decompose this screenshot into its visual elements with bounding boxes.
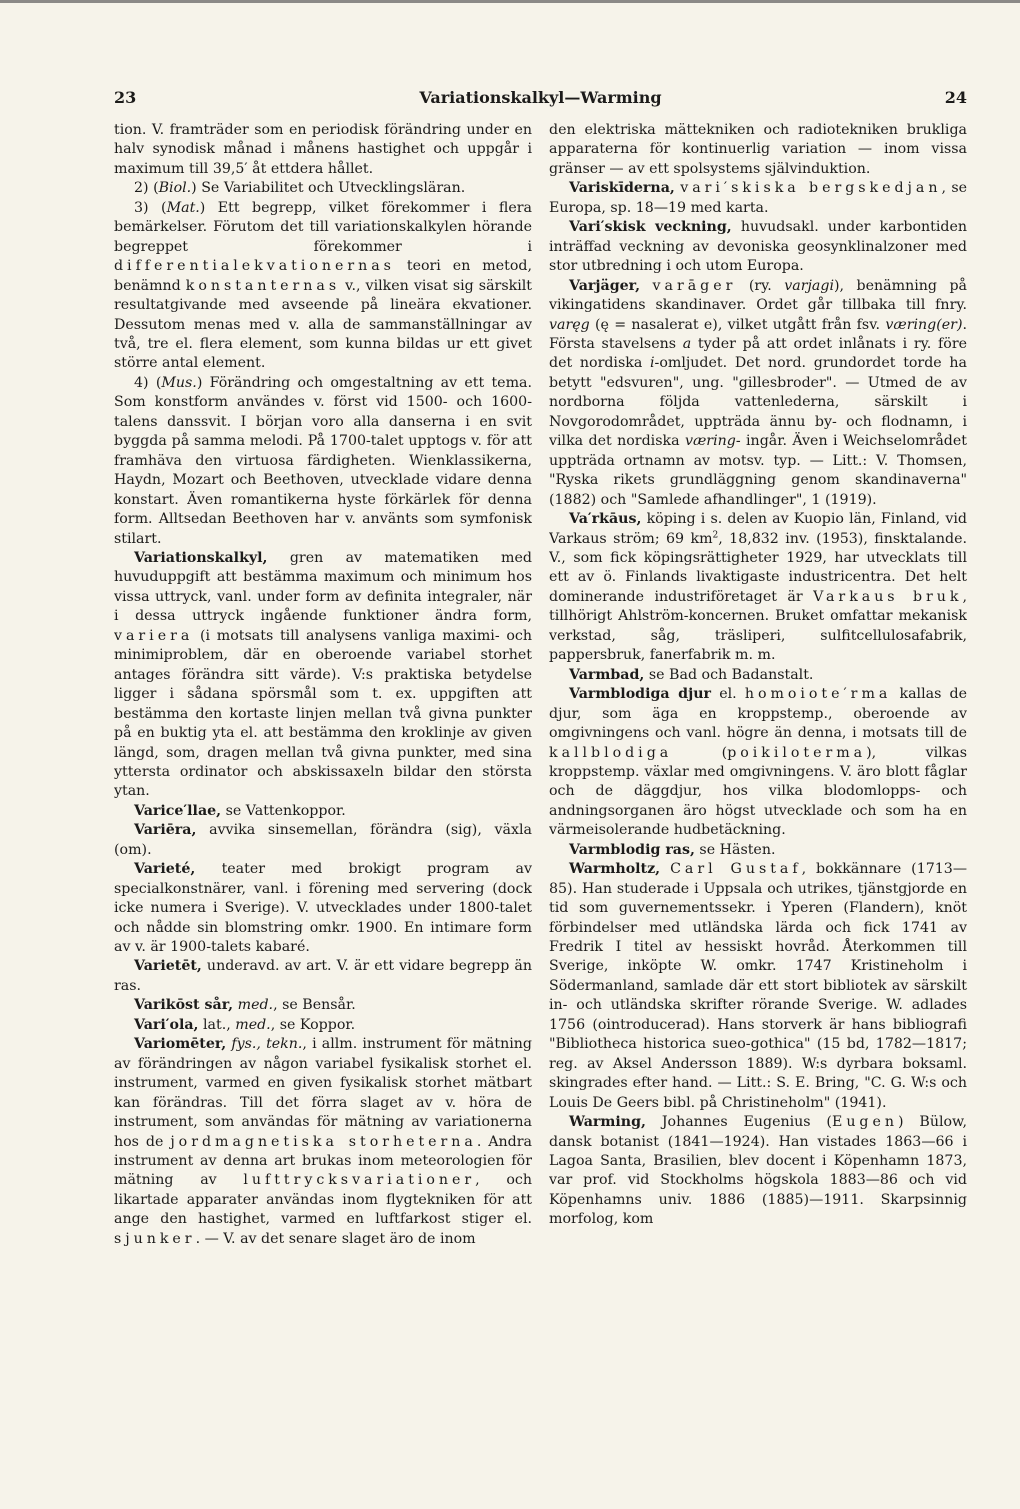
headword: Varjäger,: [569, 277, 641, 294]
entry-warmholtz: Warmholtz, Carl Gustaf, bokkännare (1713—85). Han studerade i Uppsala och utrikes, tjänstgjorde en tid som guvernementssekr. i Yperen (Flandern), knöt förbindelser med utländska lärda och fick 1741 av Fredrik I titel av hessiskt hovråd. Återkommen till Sverige, inköpte W. omkr. 1747 Kristineholm i Södermanland, samlade där ett stort bibliotek av särskilt in- och utländska skrifter rörande Sverige. W. adlades 1756 (ointroducerad). Hans storverk är hans bibliografi "Bibliotheca historica sueo-gothica" (15 bd, 1782—1817; reg. av Aksel Andersson 1889). W:s dyrbara boksaml. skingrades efter hand. — Litt.: S. E. Bring, "C. G. W:s och Louis De Geers bibl. på Christineholm" (1941).: [549, 861, 967, 1111]
entry-variskisk-veckning: Vari′skisk veckning, huvudsakl. under karbontiden inträffad veckning av devoniska geosynklinalzoner med stor utbredning i och utom Europa.: [549, 219, 967, 275]
entry-mat: 3) (Mat.) Ett begrepp, vilket förekommer i flera bemärkelser. Förutom det till variationskalkylen hörande begreppet förekommer i differentialekvationernas teori en metod, benämnd konstanternas v., vilken visat sig särskilt resultatgivande med avseende på lineära ekvationer. Dessutom menas med v. alla de sammanställningar av två, tre el. flera element, som kunna bildas ur ett givet större antal element.: [114, 199, 532, 372]
headword: Varietēt,: [134, 958, 202, 975]
headword: Varmbad,: [569, 666, 645, 683]
headword: Warmholtz,: [569, 861, 661, 878]
entry-varkaus: Va′rkāus, köping i s. delen av Kuopio län, Finland, vid Varkaus ström; 69 $km^2$, 18,832 inv. (1953), finsktalande. V., som fick köpingsrättigheter 1929, har utvecklats till ett av ö. Finlands livaktigaste industricentra. Det helt dominerande industriföretaget är Varkaus bruk, tillhörigt Ahlström-koncernen. Bruket omfattar mekanisk verkstad, såg, träsliperi, sulfitcellulosafabrik, pappersbruk, fanerfabrik m. m.: [549, 511, 967, 664]
headword: Va′rkāus,: [569, 511, 642, 528]
entry-varmblodiga-djur: Varmblodiga djur el. homoiote′rma kallas de djur, som äga en kroppstemp., oberoende av omgivningens och vanl. högre än denna, i motsats till de kallblodiga (poikiloterma), vilkas kroppstemp. växlar med omgivningens. V. äro blott fåglar och de däggdjur, hos vilka blodomlopps- och andningsorganen äro högst utvecklade och som ha en värmeisolerande hudbetäckning.: [549, 686, 967, 839]
entry-varikost-sar: Varikōst sår, med., se Bensår.: [134, 997, 356, 1014]
headword: Variomēter,: [134, 1036, 227, 1053]
headword: Variskīderna,: [569, 180, 675, 197]
headword: Varmblodiga djur: [569, 686, 712, 703]
headword: Varmblodig ras,: [569, 841, 695, 858]
entry-mus: 4) (Mus.) Förändring och omgestaltning av ett tema. Som konstform användes v. först vid 1500- och 1600-talens danssvit. I början voro alla danserna i en svit byggda på samma melodi. På 1700-talet upptogs v. för att framhäva den virtuosa färdigheten. Wienklassikerna, Haydn, Mozart och Beethoven, utvecklade vidare denna konstart. Även romantikerna hyste förkärlek för denna form. Alltsedan Beethoven har v. använts som symfonisk stilart.: [114, 374, 532, 547]
page-header: [114, 88, 967, 112]
entry-variationskalkyl: Variationskalkyl, gren av matematiken med huvuduppgift att bestämma maximum och minimum hos vissa uttryck, vanl. under form av definita integraler, när i dessa uttryck ingående funktioner ändra form, variera (i motsats till analysens vanliga maximi- och minimiproblem, där en oberoende variabel storhet antages förändra sitt värde). V:s praktiska betydelse ligger i sådana spörsmål som t. ex. uppgiften att bestämma den kortaste linjen mellan två givna punkter på en buktig yta el. att bestämma den kroklinje av given längd, som, dragen mellan två givna punkter, med sina yttersta ordinator och abskissaxeln bildar den största ytan.: [114, 549, 532, 800]
entry-varmblodig-ras: Varmblodig ras, se Hästen.: [569, 841, 776, 858]
headword: Varieté,: [134, 861, 196, 878]
entry-variola: Vari′ola, lat., med., se Koppor.: [134, 1016, 356, 1033]
headword: Warming,: [569, 1114, 646, 1131]
entry-continuation: den elektriska mättekniken och radiotekniken brukliga apparaterna för kontinuerlig variation — inom vissa gränser — av ett spolsystems självinduktion.: [549, 122, 967, 177]
entry-varmbad: Varmbad, se Bad och Badanstalt.: [569, 666, 814, 683]
headword: Vari′skisk veckning,: [569, 219, 732, 236]
top-rule: [0, 0, 1020, 3]
entry-variera: Variēra, avvika sinsemellan, förändra (sig), växla (om).: [114, 822, 532, 858]
page-number-left: 23: [114, 88, 137, 107]
headword: Varice′llae,: [134, 802, 222, 819]
entry-variometer: Variomēter, fys., tekn., i allm. instrument för mätning av förändringen av någon variabel fysikalisk storhet el. instrument, varmed en given fysikalisk storhet mätbart kan förändras. Till det förra slaget av v. höra de instrument, som användas för mätning av variationerna hos de jordmagnetiska storheterna. Andra instrument av denna art brukas inom meteorologien för mätning av lufttrycksvariationer, och likartade apparater användas inom flygtekniken för att ange den hastighet, varmed en luftfarkost stiger el. sjunker. — V. av det senare slaget äro de inom: [114, 1036, 532, 1247]
left-column: [114, 121, 532, 1391]
headword: Varikōst sår,: [134, 997, 234, 1014]
entry-varjager: Varjäger, varāger (ry. varjagi), benämning på vikingatidens skandinaver. Ordet går tillbaka till fnry. varęg (ę = nasalerat e), vilket utgått från fsv. væring(er). Första stavelsens a tyder på att ordet inlånats i ry. före det nordiska i-omljudet. Det nord. grundordet torde ha betytt "edsvuren", ung. "gillesbroder". — Utmed de av nordborna följda vattenlederna, särskilt i Novgorodområdet, uppträda ännu by- och flodnamn, i vilka det nordiska væring- ingår. Även i Weichselområdet uppträda ortnamn av motsv. typ. — Litt.: V. Thomsen, "Ryska rikets grundläggning genom skandinaverna" (1882) och "Samlede afhandlinger", 1 (1919).: [549, 277, 967, 508]
entry-variskiderna: Variskīderna, vari′skiska bergskedjan, se Europa, sp. 18—19 med karta.: [549, 180, 967, 216]
entry-variete: Varieté, teater med brokigt program av specialkonstnärer, vanl. i förening med servering (dock icke numera i Sverige). V. utvecklades under 1800-talet och nådde sin blomstring omkr. 1900. En intimare form av v. är 1900-talets kabaré.: [114, 861, 532, 956]
entry-varietet: Varietēt, underavd. av art. V. är ett vidare begrepp än ras.: [114, 958, 532, 994]
headword: Vari′ola,: [134, 1016, 199, 1033]
entry-biol: 2) (Biol.) Se Variabilitet och Utvecklingsläran.: [134, 180, 466, 197]
entry-warming: Warming, Johannes Eugenius (Eugen) Bülow, dansk botanist (1841—1924). Han vistades 1863—66 i Lagoa Santa, Brasilien, blev docent i Köpenhamn 1873, var prof. vid Stockholms högskola 1883—86 och vid Köpenhamns univ. 1886 (1885)—1911. Skarpsinnig morfolog, kom: [549, 1114, 967, 1228]
entry-varicellae: Varice′llae, se Vattenkoppor.: [134, 802, 346, 819]
page-number-right: 24: [944, 88, 967, 107]
headword: Variēra,: [134, 822, 197, 839]
headword: Variationskalkyl,: [134, 549, 268, 566]
right-column: [549, 121, 967, 1391]
entry-continuation: tion. V. framträder som en periodisk förändring under en halv synodisk månad i månens hastighet och uppgår i maximum till 39,5′ åt ettdera hållet.: [114, 122, 532, 177]
running-title: Variationskalkyl—Warming: [419, 88, 662, 107]
